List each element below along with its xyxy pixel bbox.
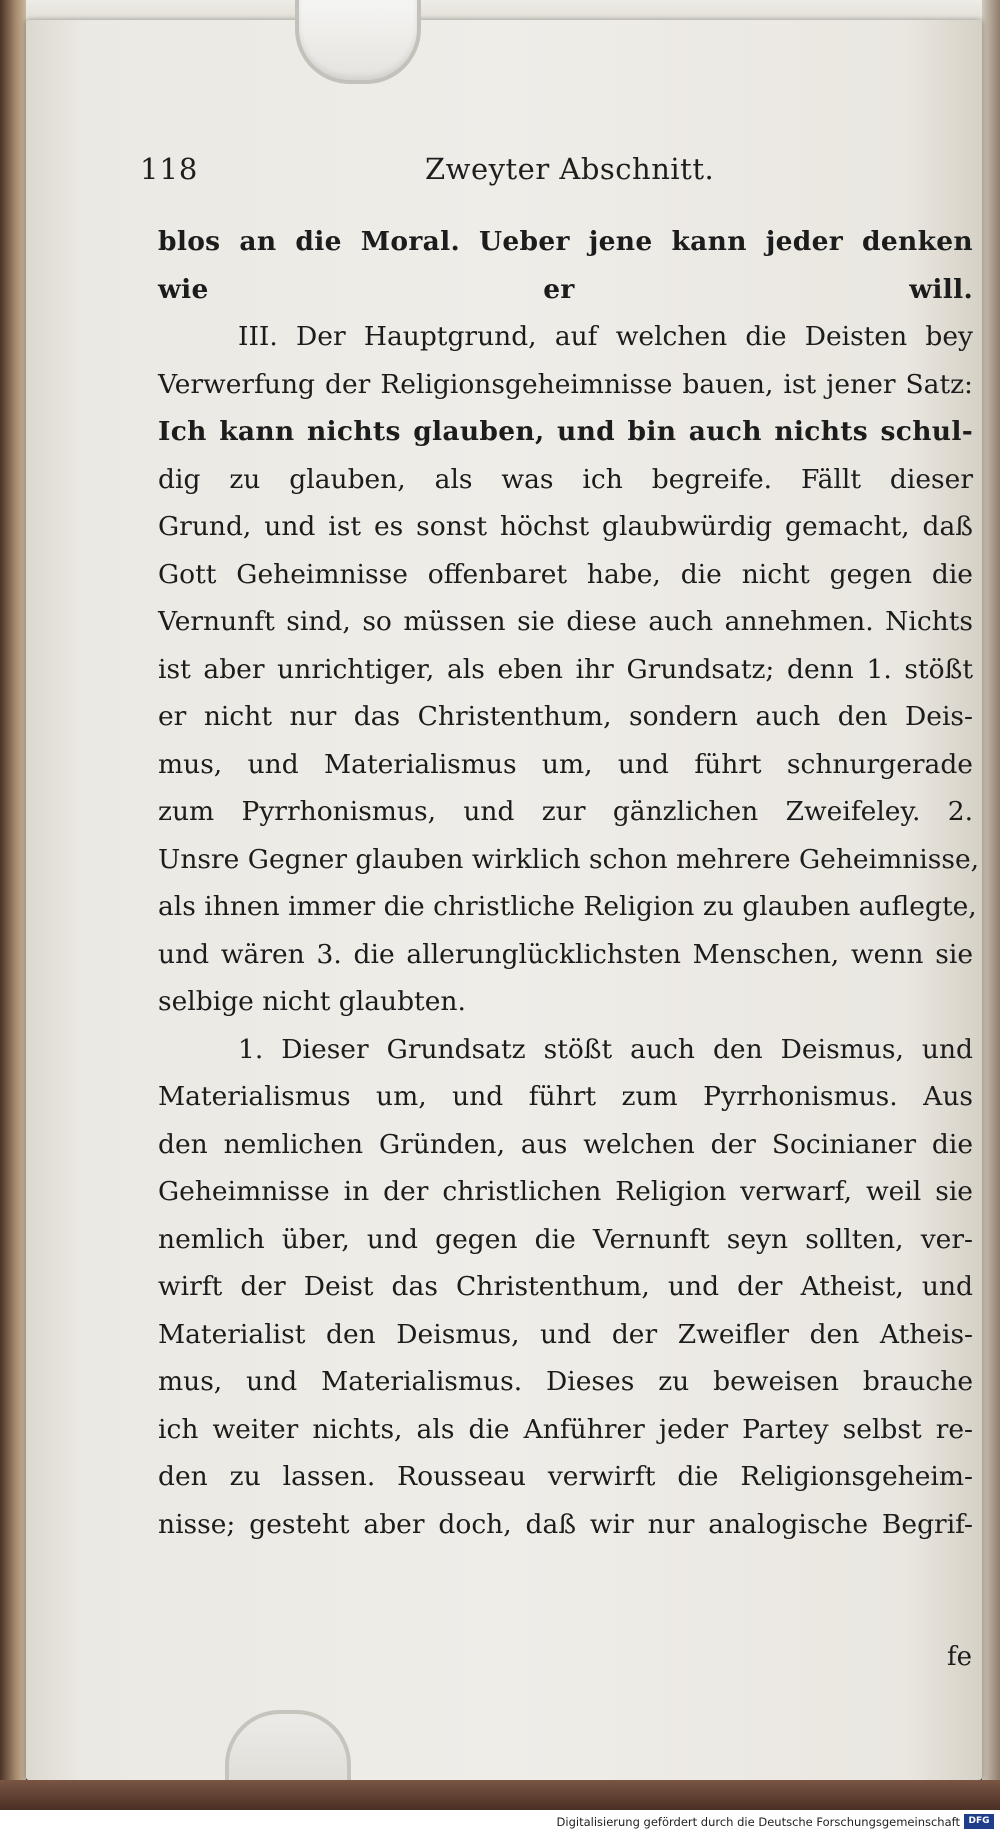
body-text xyxy=(158,218,980,1548)
digitization-credit: Digitalisierung gefördert durch die Deutsche Forschungsgemeinschaft xyxy=(556,1815,960,1829)
text-line: Vernunft sind, so müssen sie diese auch annehmen. Nichts xyxy=(158,606,973,637)
scan-bottom-background xyxy=(0,1780,1000,1810)
text-line: Grund, und ist es sonst höchst glaubwürdig gemacht, daß xyxy=(158,511,973,542)
text-line: den zu lassen. Rousseau verwirft die Religionsgeheim- xyxy=(158,1461,973,1492)
text-line: Verwerfung der Religionsgeheimnisse bauen, ist jener Satz: xyxy=(158,368,973,400)
text-line: wirft der Deist das Christenthum, und der Atheist, und xyxy=(158,1271,973,1302)
page-number: 118 xyxy=(140,152,199,186)
catchword: fe xyxy=(946,1642,972,1672)
text-line: und wären 3. die allerunglücklichsten Menschen, wenn sie xyxy=(158,938,973,970)
text-line: den nemlichen Gründen, aus welchen der Socinianer die xyxy=(158,1128,973,1160)
text-line: selbige nicht glaubten. xyxy=(158,986,466,1017)
text-line: wie er will. xyxy=(158,273,973,305)
text-line: ist aber unrichtiger, als eben ihr Grundsatz; denn 1. stößt xyxy=(158,653,973,685)
text-line: blos an die Moral. Ueber jene kann jeder denken xyxy=(158,226,973,257)
text-line: als ihnen immer die christliche Religion zu glauben auflegte, xyxy=(158,891,977,922)
text-line: nemlich über, und gegen die Vernunft seyn sollten, ver- xyxy=(158,1223,973,1255)
text-line: ich weiter nichts, als die Anführer jeder Partey selbst re- xyxy=(158,1413,973,1445)
running-title: Zweyter Abschnitt. xyxy=(425,152,715,186)
text-line: Unsre Gegner glauben wirklich schon mehrere Geheimnisse, xyxy=(158,843,980,875)
text-line: mus, und Materialismus. Dieses zu beweisen brauche xyxy=(158,1366,973,1397)
text-line: zum Pyrrhonismus, und zur gänzlichen Zweifeley. 2. xyxy=(158,796,973,827)
page-stack-edge xyxy=(982,0,1000,1835)
text-line: Ich kann nichts glauben, und bin auch nichts schul- xyxy=(158,416,973,447)
text-line: Materialismus um, und führt zum Pyrrhonismus. Aus xyxy=(158,1081,973,1112)
book-spine-edge xyxy=(0,0,26,1835)
text-line: Geheimnisse in der christlichen Religion verwarf, weil sie xyxy=(158,1176,973,1207)
dfg-logo: DFG xyxy=(964,1814,994,1829)
text-line: III. Der Hauptgrund, auf welchen die Deisten bey xyxy=(238,321,973,352)
page-header xyxy=(140,152,960,192)
text-line: Gott Geheimnisse offenbaret habe, die nicht gegen die xyxy=(158,558,973,590)
text-line: er nicht nur das Christenthum, sondern auch den Deis- xyxy=(158,701,973,732)
text-line: 1. Dieser Grundsatz stößt auch den Deismus, und xyxy=(238,1033,973,1065)
text-line: Materialist den Deismus, und der Zweifler den Atheis- xyxy=(158,1318,973,1350)
text-line: dig zu glauben, als was ich begreife. Fällt dieser xyxy=(158,463,973,495)
text-line: mus, und Materialismus um, und führt schnurgerade xyxy=(158,748,973,780)
text-line: nisse; gesteht aber doch, daß wir nur analogische Begrif- xyxy=(158,1508,973,1540)
